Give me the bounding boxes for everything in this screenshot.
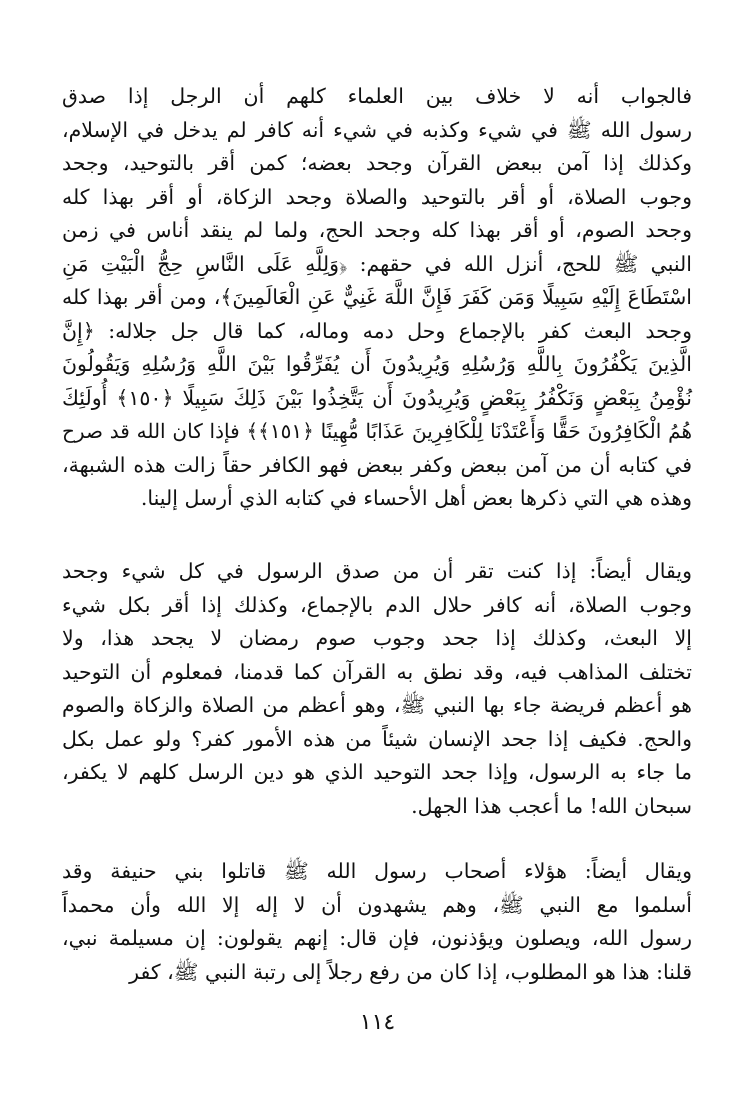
text-line: وجحد البعث كفر بالإجماع وحل دمه وماله، كما قال جل جلاله: ﴿إِنَّ [62, 318, 692, 343]
text-line: هُمُ الْكَافِرُونَ حَقًّا وَأَعْتَدْنَا لِلْكَافِرِينَ عَذَابًا مُّهِينًا ﴿١٥١﴾﴾ فإذا كان الله قد صرح [62, 419, 692, 443]
text-line: وجوب الصلاة، أو أقر بالتوحيد والصلاة وجحد الزكاة، أو أقر بهذا كله [62, 184, 692, 209]
text-line: والحج. فكيف إذا جحد الإنسان شيئاً من هذه الأمور كفر؟ ولو عمل بكل [62, 726, 692, 751]
text-line: ويقال أيضاً: إذا كنت تقر أن من صدق الرسول في كل شيء وجحد [62, 559, 692, 583]
text-line: رسول الله، ويصلون ويؤذنون، فإن قال: إنهم يقولون: إن مسيلمة نبي، [62, 926, 692, 950]
text-line: إلا البعث، وكذلك إذا جحد وجوب صوم رمضان لا يجحد هذا، ولا [62, 626, 692, 650]
text-line: النبي ﷺ للحج، أنزل الله في حقهم: ﴿وَلِلَّهِ عَلَى النَّاسِ حِجُّ الْبَيْتِ مَنِ [62, 251, 692, 276]
text-line: فالجواب أنه لا خلاف بين العلماء كلهم أن الرجل إذا صدق [62, 84, 692, 108]
text-line: هو أعظم فريضة جاء بها النبي ﷺ، وهو أعظم من الصلاة والزكاة والصوم [62, 693, 692, 717]
paragraph-3 [62, 855, 692, 989]
text-line: ما جاء به الرسول، وإذا جحد التوحيد الذي هو دين الرسل كلهم لا يكفر، [62, 760, 692, 784]
text-line: الَّذِينَ يَكْفُرُونَ بِاللَّهِ وَرُسُلِهِ وَيُرِيدُونَ أَن يُفَرِّقُوا بَيْنَ اللَّهِ وَرُسُلِهِ وَيَقُولُونَ [62, 352, 692, 376]
text-line: ويقال أيضاً: هؤلاء أصحاب رسول الله ﷺ قاتلوا بني حنيفة وقد [62, 859, 692, 883]
text-line: رسول الله ﷺ في شيء وكذبه في شيء أنه كافر لم يدخل في الإسلام، [62, 117, 692, 142]
text-line: اسْتَطَاعَ إِلَيْهِ سَبِيلًا وَمَن كَفَرَ فَإِنَّ اللَّهَ غَنِيٌّ عَنِ الْعَالَمِينَ﴾، ومن أقر بهذا كله [62, 285, 692, 309]
text-line: قلنا: هذا هو المطلوب، إذا كان من رفع رجلاً إلى رتبة النبي ﷺ، كفر [129, 959, 692, 984]
paragraph-2 [62, 555, 692, 823]
text-line: سبحان الله! ما أعجب هذا الجهل. [411, 793, 692, 818]
text-line: وجوب الصلاة، أنه كافر حلال الدم بالإجماع، وكذلك إذا أقر بكل شيء [62, 592, 692, 617]
text-line: تختلف المذاهب فيه، وقد نطق به القرآن كما قدمنا، فمعلوم أن التوحيد [62, 659, 692, 684]
text-line: أسلموا مع النبي ﷺ، وهم يشهدون أن لا إله إلا الله وأن محمداً [62, 892, 692, 917]
page-number: ١١٤ [359, 1010, 396, 1035]
text-line: نُؤْمِنُ بِبَعْضٍ وَنَكْفُرُ بِبَعْضٍ وَيُرِيدُونَ أَن يَتَّخِذُوا بَيْنَ ذَلِكَ سَبِيلًا ﴿١٥٠﴾ أُولَئِكَ [62, 385, 693, 410]
text-line: في كتابه أن من آمن ببعض وكفر ببعض فهو الكافر حقاً زالت هذه الشبهة، [62, 452, 692, 477]
text-line: وجحد الصوم، أو أقر بهذا كله وجحد الحج، ولما لم ينقد أناس في زمن [62, 218, 692, 242]
paragraph-1 [62, 80, 692, 516]
text-line: وكذلك إذا آمن ببعض القرآن وجحد بعضه؛ كمن أقر بالتوحيد، وجحد [62, 151, 692, 175]
text-line: وهذه هي التي ذكرها بعض أهل الأحساء في كتابه الذي أرسل إلينا. [140, 486, 692, 510]
